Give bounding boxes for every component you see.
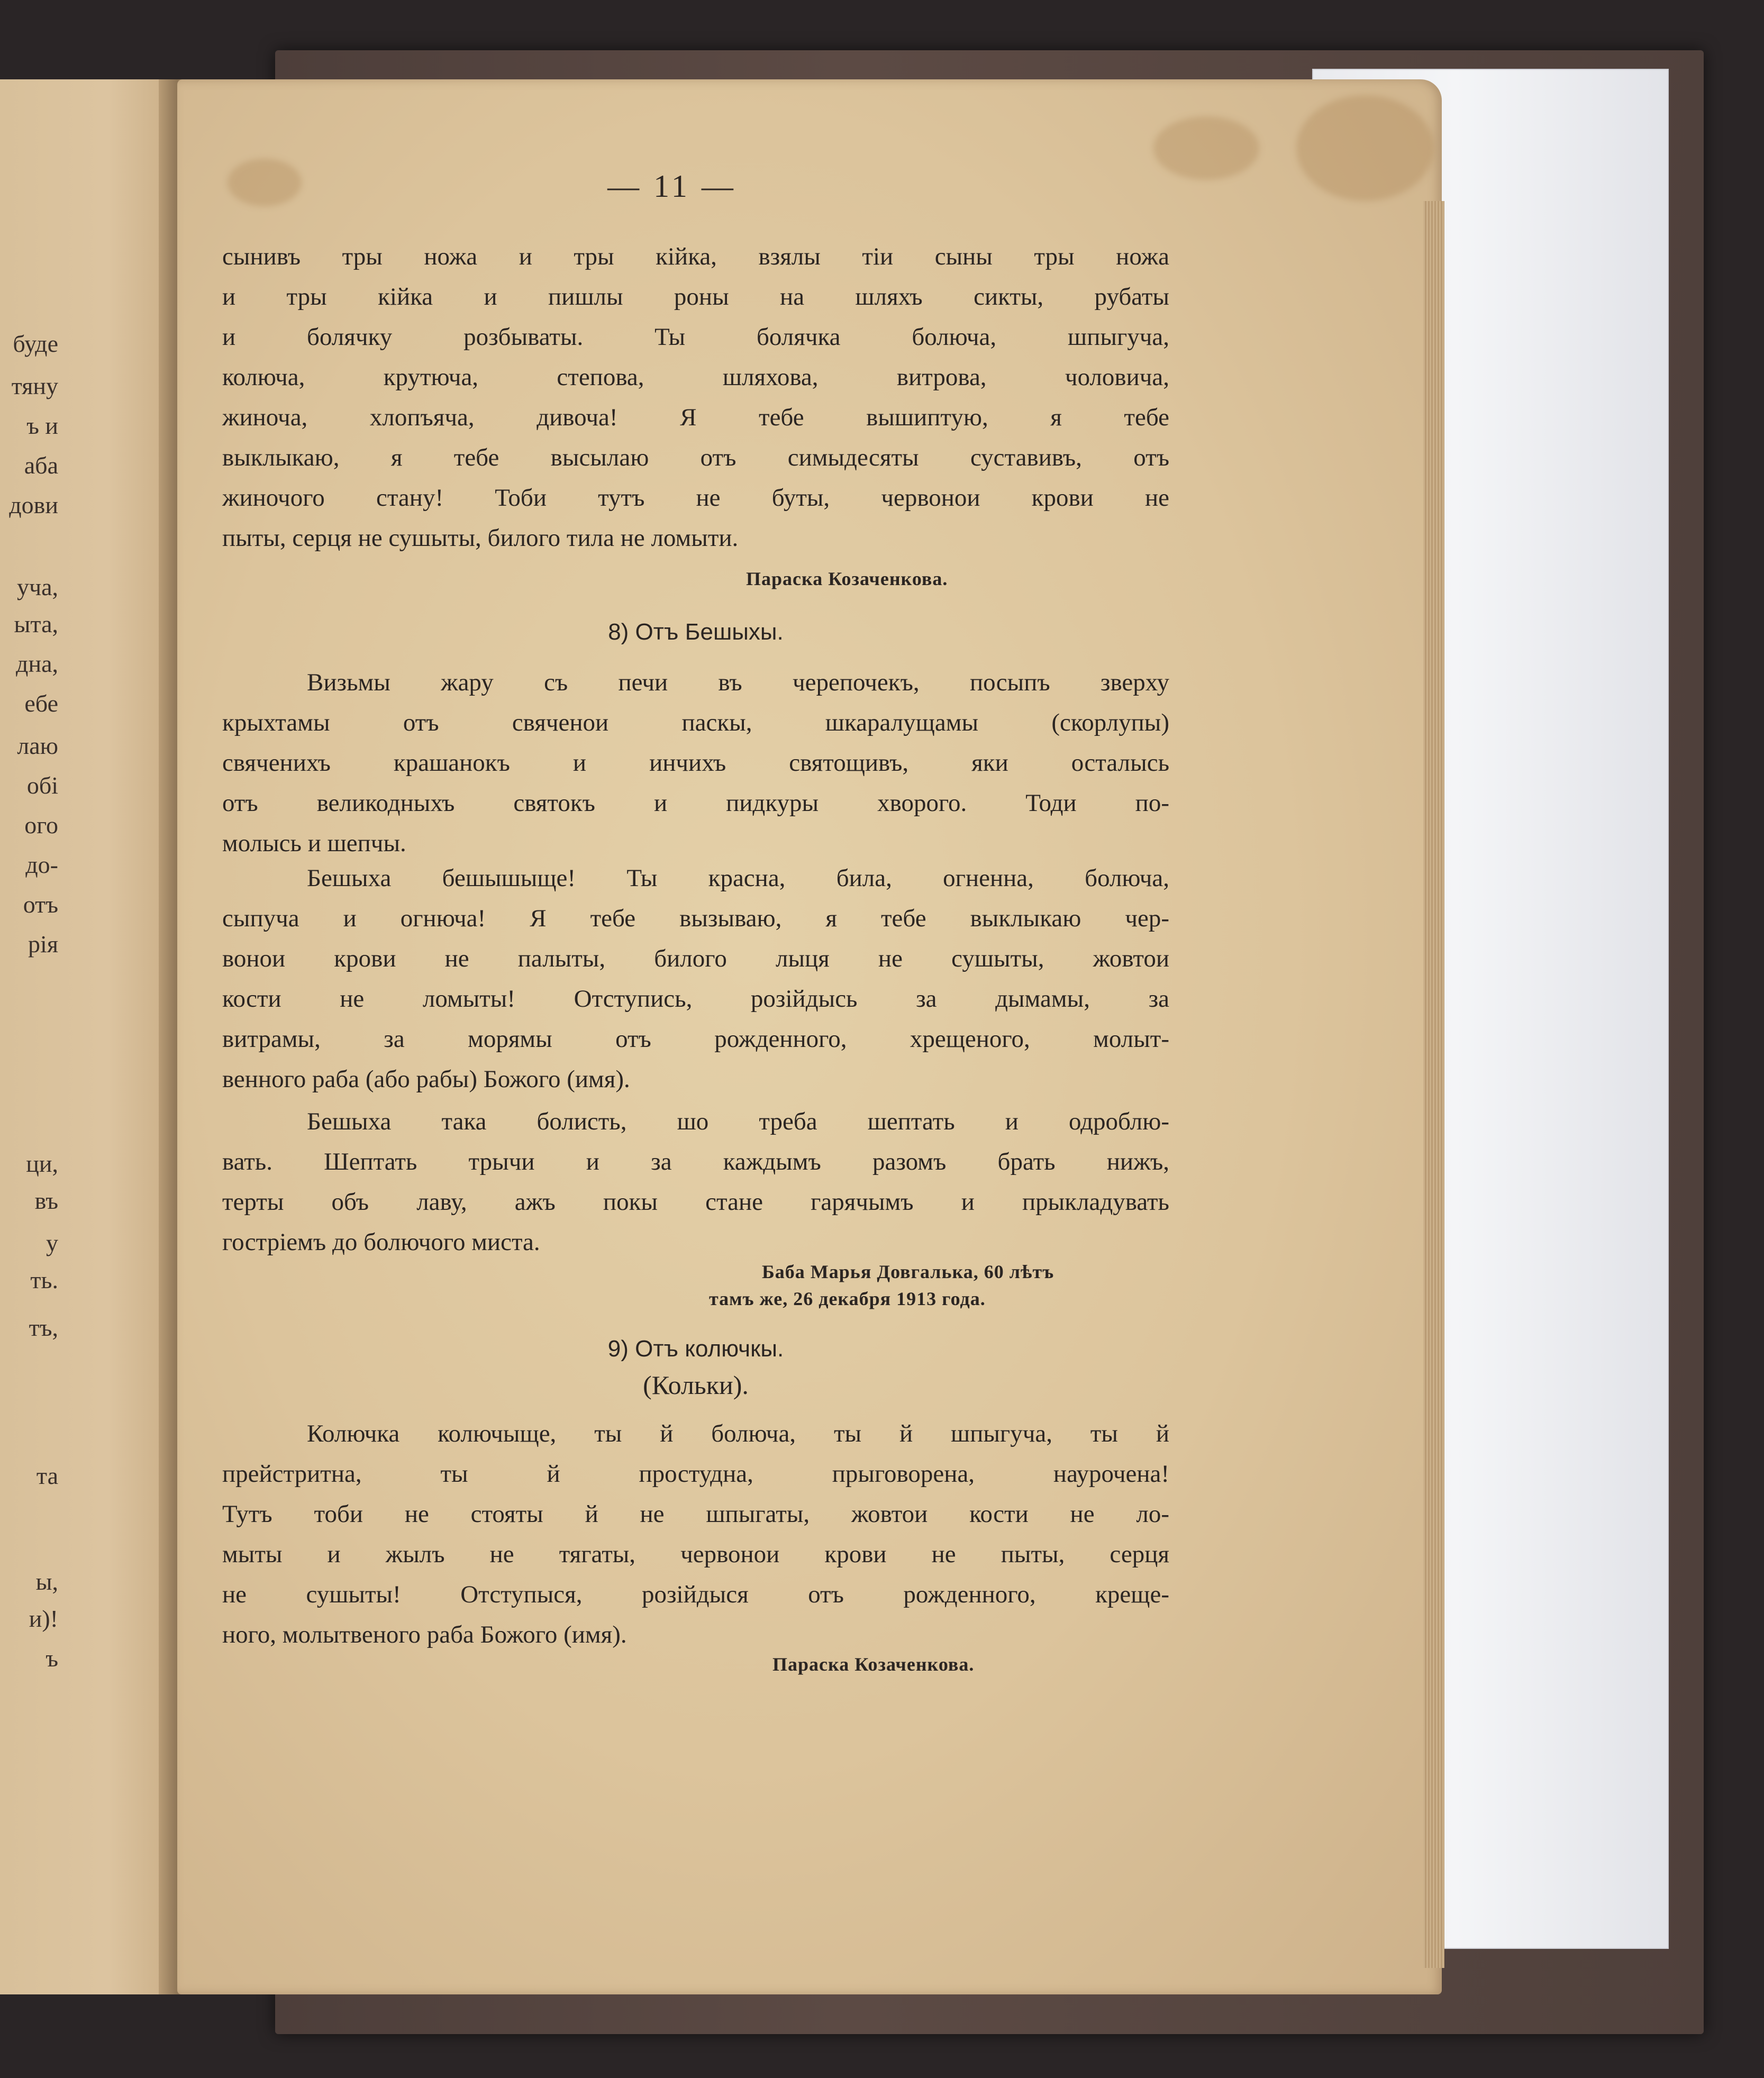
left-page-line: ъ: [46, 1645, 58, 1672]
left-page-line: аба: [24, 452, 58, 479]
text-line: Бешыха така болисть, шо треба шептать и одроблю-: [307, 1108, 1169, 1135]
left-page-line: и)!: [29, 1605, 58, 1632]
signature: Параска Козаченкова.: [746, 568, 948, 589]
left-page-line: та: [36, 1462, 58, 1489]
text-line: вать. Шептать трычи и за каждымъ разомъ брать нижъ,: [222, 1148, 1169, 1175]
left-page-line: дови: [9, 491, 58, 518]
section-heading-8: 8) Отъ Бешыхы.: [608, 619, 784, 645]
text-line: прейстритна, ты й простудна, прыговорена, наурочена!: [222, 1460, 1169, 1488]
text-line: выклыкаю, я тебе высылаю отъ симыдесяты суставивъ, отъ: [222, 444, 1169, 471]
text-line: кости не ломыты! Отступись, розійдысь за дымамы, за: [222, 985, 1169, 1013]
left-page-line: до-: [25, 851, 58, 878]
left-page-line: ы,: [35, 1568, 58, 1595]
text-line: отъ великодныхъ святокъ и пидкуры хворого. Тоди по-: [222, 789, 1169, 817]
text-line: сыпуча и огнюча! Я тебе вызываю, я тебе выклыкаю чер-: [222, 905, 1169, 932]
left-page-line: тяну: [11, 372, 58, 399]
text-line: ного, молытвеного раба Божого (имя).: [222, 1621, 627, 1648]
text-line: Колючка колючыще, ты й болюча, ты й шпыгуча, ты й: [307, 1420, 1169, 1447]
text-line: крыхтамы отъ свяченои паскы, шкаралущамы (скорлупы): [222, 709, 1169, 736]
text-line: не сушыты! Отступыся, розійдыся отъ рожденного, крещe-: [222, 1581, 1169, 1608]
left-page-line: у: [46, 1229, 58, 1256]
left-page-line: ъ и: [26, 412, 58, 439]
left-page-line: дна,: [16, 650, 58, 677]
text-line: мыты и жылъ не тягаты, червонои крови не пыты, серця: [222, 1541, 1169, 1568]
page-number: — 11 —: [607, 169, 736, 204]
text-line: свяченихъ крашанокъ и инчихъ святощивъ, яки осталысь: [222, 749, 1169, 777]
text-line: Тутъ тоби не стояты й не шпыгаты, жовтои кости не ло-: [222, 1500, 1169, 1528]
left-page-line: обі: [26, 772, 58, 799]
text-line: терты объ лаву, ажъ покы стане гарячымъ и прыкладувать: [222, 1188, 1169, 1216]
left-page-line: буде: [13, 330, 58, 357]
section-heading-9: 9) Отъ колючкы.: [607, 1336, 784, 1362]
left-page-line: тъ,: [29, 1314, 58, 1341]
signature: Параска Козаченкова.: [772, 1654, 975, 1675]
left-page-line: въ: [34, 1187, 58, 1214]
left-page-line: ыта,: [14, 610, 58, 637]
left-page-line: ого: [24, 812, 58, 839]
text-line: Бешыха бешышыще! Ты красна, била, огненна, болюча,: [307, 864, 1169, 892]
text-line: колюча, крутюча, степова, шляхова, витрова, чоловича,: [222, 363, 1169, 391]
text-line: жиноча, хлопъяча, дивоча! Я тебе вышиптую, я тебе: [222, 404, 1169, 431]
text-line: венного раба (або рабы) Божого (имя).: [222, 1065, 630, 1093]
text-line: витрамы, за морямы отъ рожденного, хрещеного, молыт-: [222, 1025, 1169, 1053]
text-line: молысь и шепчы.: [222, 830, 406, 857]
text-line: сынивъ тры ножа и тры кійка, взялы тіи сыны тры ножа: [222, 243, 1169, 270]
left-page-line: уча,: [16, 573, 58, 600]
signature: Баба Марья Довгалька, 60 лѣтъ: [762, 1261, 1054, 1282]
text-line: гостріемъ до болючого миста.: [222, 1228, 540, 1256]
text-line: и тры кійка и пишлы роны на шляхъ сикты, рубаты: [222, 283, 1169, 311]
section-subheading-9: (Кольки).: [643, 1370, 749, 1400]
signature-date: тамъ же, 26 декабря 1913 года.: [709, 1288, 986, 1309]
text-line: пыты, серця не сушыты, билого тила не ломыти.: [222, 524, 739, 552]
text-line: Визьмы жару съ печи въ черепочекъ, посыпъ зверху: [307, 669, 1169, 696]
left-page-line: отъ: [23, 891, 58, 918]
left-page-line: ть.: [30, 1266, 58, 1293]
text-line: вонои крови не палыты, билого лыця не сушыты, жовтои: [222, 945, 1169, 972]
left-page-line: ебе: [24, 690, 58, 717]
text-line: жиночого стану! Тоби тутъ не буты, червонои крови не: [222, 484, 1169, 512]
left-page-line: ци,: [26, 1150, 58, 1177]
left-page-line: рія: [28, 931, 58, 958]
left-page-line: лаю: [17, 732, 58, 759]
text-line: и болячку розбываты. Ты болячка болюча, шпыгуча,: [222, 323, 1169, 351]
